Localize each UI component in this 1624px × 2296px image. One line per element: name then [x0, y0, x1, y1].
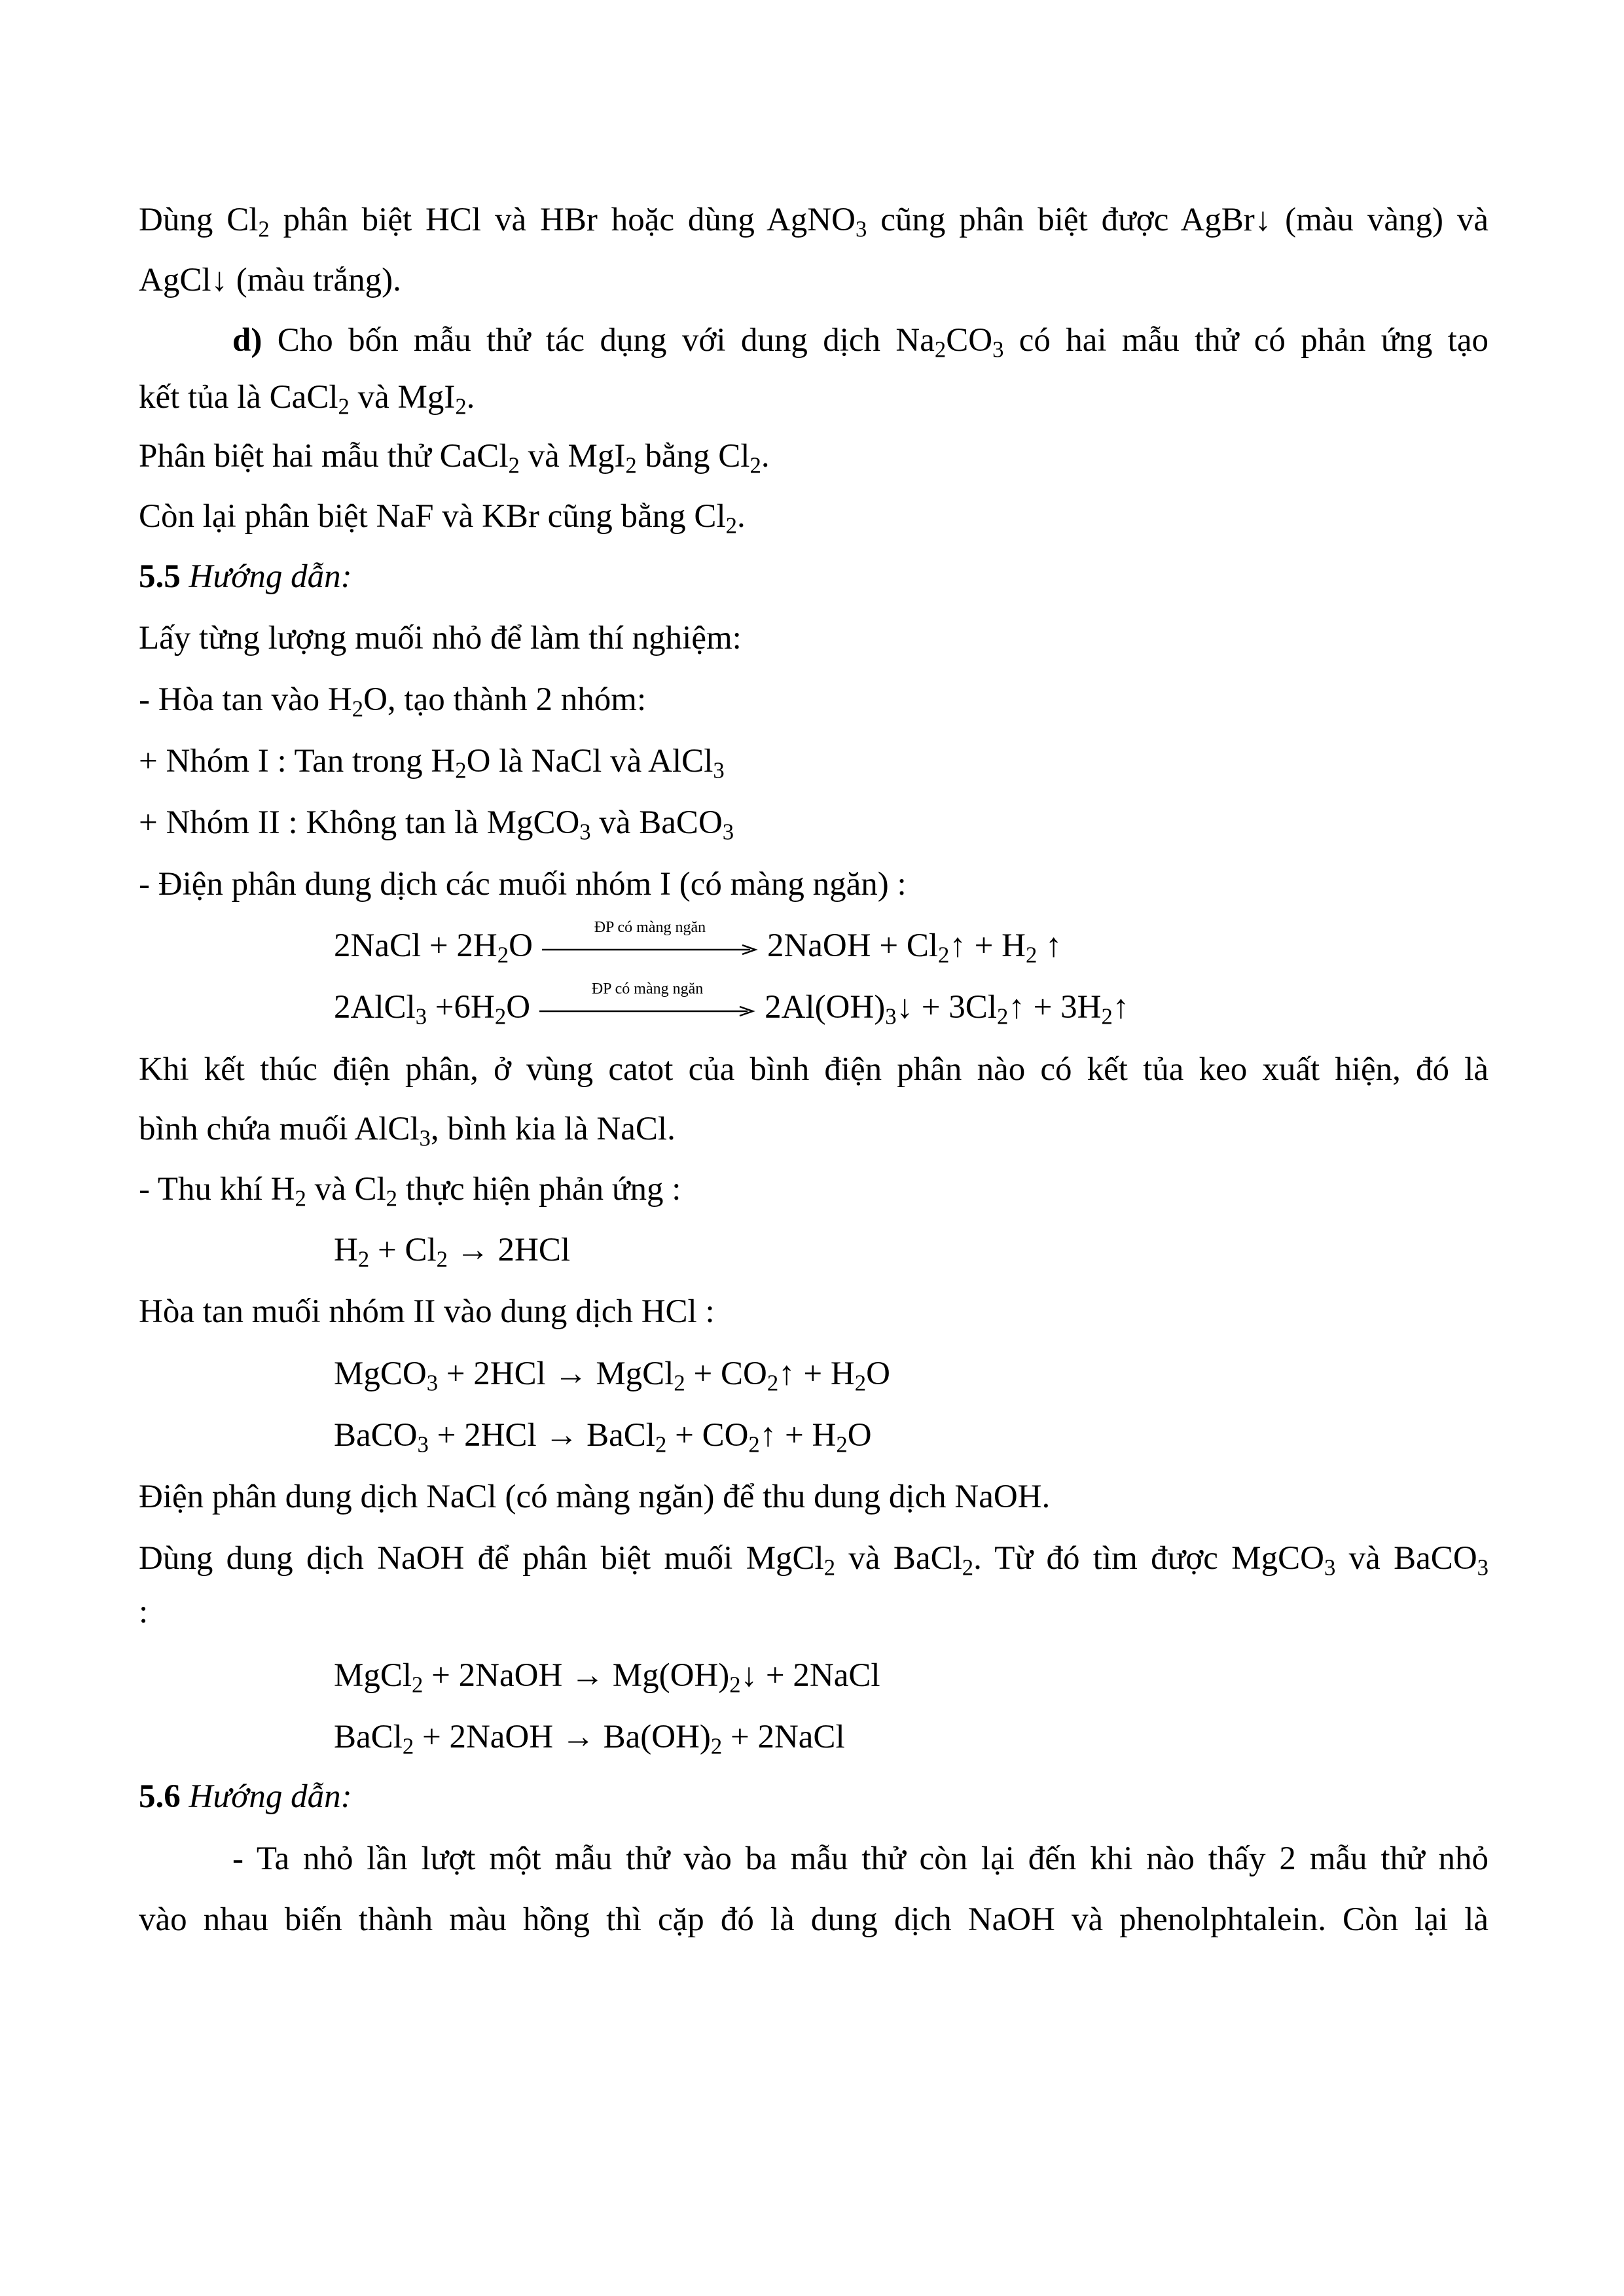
text-line: - Điện phân dung dịch các muối nhóm I (có màng ngăn) : — [139, 866, 907, 903]
equation: 2NaCl + $2H_2O$ ĐP có màng ngăn 2NaOH + $Cl_2↑ + H_2$ ↑ — [334, 919, 1062, 968]
equation: MgCO$_3$ + 2HCl → MgCl$_2$ + $CO_2↑ + H_2O$ — [334, 1355, 890, 1396]
text-line: Còn lại phân biệt NaF và KBr cũng bằng $Cl_2$. — [139, 498, 746, 539]
text-line: AgCl↓ (màu trắng). — [139, 262, 401, 298]
text-line: Khi kết thúc điện phân, ở vùng catot của bình điện phân nào có kết tủa keo xuất hiện, đó là — [139, 1051, 1489, 1088]
reaction-arrow: ĐP có màng ngăn — [542, 942, 758, 955]
equation: $H_2 + Cl_2 \to 2HCl$ — [334, 1232, 571, 1272]
text-line: Điện phân dung dịch NaCl (có màng ngăn) để thu dung dịch NaOH. — [139, 1479, 1051, 1515]
item-label: d) — [232, 322, 262, 359]
text-line: + Nhóm I : Tan trong $H_2O$ là NaCl và AlCl$_3$ — [139, 743, 725, 783]
section-heading: 5.6 Hướng dẫn: — [139, 1778, 352, 1815]
section-heading: 5.5 Hướng dẫn: — [139, 558, 352, 595]
text-line: - Ta nhỏ lần lượt một mẫu thử vào ba mẫu thử còn lại đến khi nào thấy 2 mẫu thử nhỏ — [232, 1840, 1489, 1877]
text-line: kết tủa là CaCl$_2$ và MgI$_2$. — [139, 379, 475, 420]
text-line: Phân biệt hai mẫu thử CaCl$_2$ và MgI$_2$ bằng $Cl_2$. — [139, 438, 770, 478]
text-line: Lấy từng lượng muối nhỏ để làm thí nghiệm: — [139, 620, 742, 656]
text-line: + Nhóm II : Không tan là MgCO$_3$ và BaCO$_3$ — [139, 804, 734, 845]
text-line: Hòa tan muối nhóm II vào dung dịch HCl : — [139, 1293, 715, 1330]
equation: MgCl$_2$ + 2NaOH → $Mg(OH)_2↓$ + 2NaCl — [334, 1657, 880, 1698]
text-line: vào nhau biến thành màu hồng thì cặp đó là dung dịch NaOH và phenolphtalein. Còn lại là — [139, 1901, 1489, 1938]
text-line: Dùng dung dịch NaOH để phân biệt muối MgCl$_2$ và BaCl$_2$. Từ đó tìm được MgCO$_3$ và BaCO$_3$ — [139, 1540, 1489, 1581]
equation: BaCl$_2$ + 2NaOH → $Ba(OH)_2$ + 2NaCl — [334, 1719, 845, 1759]
text-line: : — [139, 1594, 149, 1630]
equation: 2AlCl$_3$ $+6H_2O$ ĐP có màng ngăn $2Al(OH)_3↓$ + $3Cl_2↑$ + $3H_2↑$ — [334, 980, 1130, 1030]
reaction-arrow: ĐP có màng ngăn — [539, 1003, 755, 1016]
text-line: - Thu khí $H_2$ và $Cl_2$ thực hiện phản ứng : — [139, 1171, 681, 1211]
equation: BaCO$_3$ + 2HCl → BaCl$_2$ + $CO_2↑ + H_2O$ — [334, 1417, 872, 1458]
text-line: bình chứa muối AlCl$_3$, bình kia là NaCl. — [139, 1111, 676, 1151]
text-line: - Hòa tan vào $H_2O$, tạo thành 2 nhóm: — [139, 681, 647, 722]
text-line: Dùng $Cl_2$ phân biệt HCl và HBr hoặc dùng AgNO$_3$ cũng phân biệt được AgBr↓ (màu vàng) và — [139, 202, 1489, 242]
text-line: d) Cho bốn mẫu thử tác dụng với dung dịch $Na_2CO_3$ có hai mẫu thử có phản ứng tạo — [232, 322, 1489, 363]
